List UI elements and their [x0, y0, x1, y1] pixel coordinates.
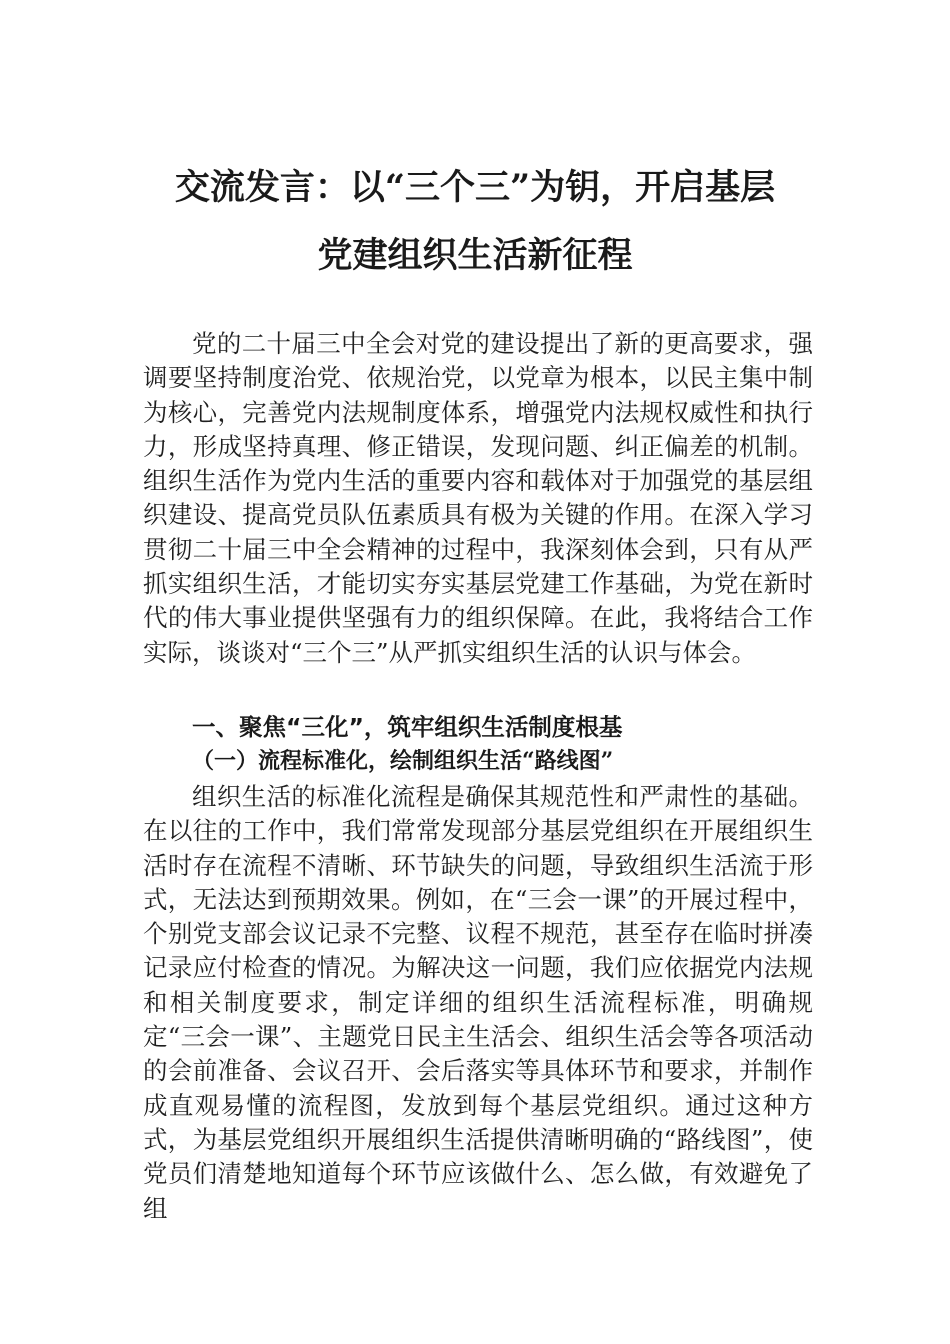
- document-title-line-1: 交流发言：以“三个三”为钥，开启基层: [174, 167, 776, 208]
- body-paragraph-process: 组织生活的标准化流程是确保其规范性和严肃性的基础。在以往的工作中，我们常常发现部分基层党组织在开展组织生活时存在流程不清晰、环节缺失的问题，导致组织生活流于形式，无法达到预期效果。例如，在“三会一课”的开展过程中，个别党支部会议记录不完整、议程不规范，甚至存在临时拼凑记录应付检查的情况。为解决这一问题，我们应依据党内法规和相关制度要求，制定详细的组织生活流程标准，明确规定“三会一课”、主题党日民主生活会、组织生活会等各项活动的会前准备、会议召开、会后落实等具体环节和要求，并制作成直观易懂的流程图，发放到每个基层党组织。通过这种方式，为基层党组织开展组织生活提供清晰明确的“路线图”，使党员们清楚地知道每个环节应该做什么、怎么做，有效避免了组: [143, 782, 813, 1223]
- document-title-line-2: 党建组织生活新征程: [317, 235, 633, 276]
- body-paragraph-intro: 党的二十届三中全会对党的建设提出了新的更高要求，强调要坚持制度治党、依规治党，以党章为根本，以民主集中制为核心，完善党内法规制度体系，增强党内法规权威性和执行力，形成坚持真理、修正错误，发现问题、纠正偏差的机制。组织生活作为党内生活的重要内容和载体对于加强党的基层组织建设、提高党员队伍素质具有极为关键的作用。在深入学习贯彻二十届三中全会精神的过程中，我深刻体会到，只有从严抓实组织生活，才能切实夯实基层党建工作基础，为党在新时代的伟大事业提供坚强有力的组织保障。在此，我将结合工作实际，谈谈对“三个三”从严抓实组织生活的认识与体会。: [143, 329, 813, 667]
- subsection-heading-1: （一）流程标准化，绘制组织生活“路线图”: [192, 748, 614, 774]
- section-heading-1: 一、聚焦“三化”，筑牢组织生活制度根基: [192, 713, 623, 741]
